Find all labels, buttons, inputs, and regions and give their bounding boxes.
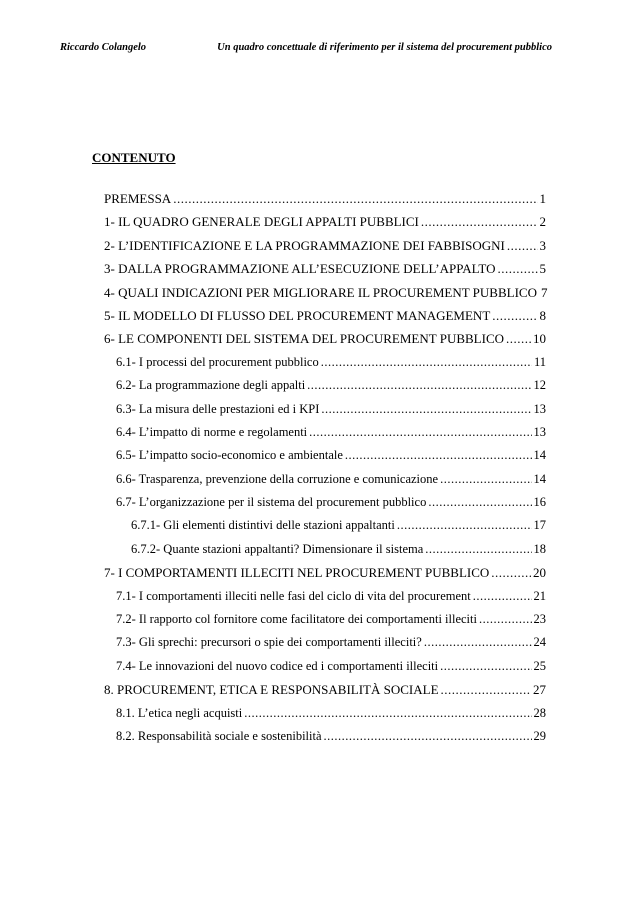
toc-entry-title: 7- I COMPORTAMENTI ILLECITI NEL PROCUREMENT PUBBLICO	[104, 565, 490, 581]
toc-entry-page-number: 28	[533, 705, 546, 720]
toc-entry-page-number: 5	[539, 261, 546, 277]
toc-entry[interactable]	[0, 378, 638, 401]
toc-entry-title: 7.4- Le innovazioni del nuovo codice ed i comportamenti illeciti	[116, 658, 439, 673]
toc-entry-page-number: 8	[539, 307, 546, 323]
toc-entry-title: 6- LE COMPONENTI DEL SISTEMA DEL PROCUREMENT PUBBLICO	[104, 331, 505, 347]
dot-leader	[345, 448, 532, 463]
toc-entry-title: 8. PROCUREMENT, ETICA E RESPONSABILITÀ SOCIALE	[104, 682, 439, 698]
toc-entry-title: 6.7.2- Quante stazioni appaltanti? Dimensionare il sistema	[131, 541, 424, 556]
toc-entry-page-number: 14	[533, 448, 546, 463]
toc-entry-page-number: 25	[533, 658, 546, 673]
toc-entry-page-number: 14	[533, 471, 546, 486]
toc-entry[interactable]	[0, 659, 638, 682]
dot-leader	[473, 589, 532, 604]
table-of-contents	[0, 191, 638, 752]
toc-entry-title: 7.3- Gli sprechi: precursori o spie dei comportamenti illeciti?	[116, 635, 422, 650]
toc-entry-page-number: 24	[533, 635, 546, 650]
toc-entry-title: 8.1. L’etica negli acquisti	[116, 705, 243, 720]
toc-entry-title: 3- DALLA PROGRAMMAZIONE ALL’ESECUZIONE DELL’APPALTO	[104, 261, 496, 277]
dot-leader	[324, 729, 532, 744]
dot-leader	[321, 402, 531, 417]
toc-entry-title: 6.1- I processi del procurement pubblico	[116, 354, 319, 369]
toc-entry-page-number: 18	[533, 541, 546, 556]
toc-entry-title: 2- L’IDENTIFICAZIONE E LA PROGRAMMAZIONE DEI FABBISOGNI	[104, 237, 505, 253]
toc-entry[interactable]	[0, 191, 638, 214]
toc-entry-title: 5- IL MODELLO DI FLUSSO DEL PROCUREMENT MANAGEMENT	[104, 307, 491, 323]
toc-entry[interactable]	[0, 612, 638, 635]
toc-entry-page-number: 1	[539, 191, 546, 206]
toc-entry[interactable]	[0, 682, 638, 705]
toc-entry[interactable]	[0, 261, 638, 284]
dot-leader	[309, 425, 531, 440]
toc-entry-title: 4- QUALI INDICAZIONI PER MIGLIORARE IL PROCUREMENT PUBBLICO	[104, 284, 537, 300]
toc-entry-page-number: 17	[533, 518, 546, 533]
toc-entry[interactable]	[0, 706, 638, 729]
toc-entry-page-number: 23	[533, 612, 546, 627]
dot-leader	[440, 472, 531, 487]
toc-entry[interactable]	[0, 448, 638, 471]
toc-heading: CONTENUTO	[92, 150, 176, 165]
toc-entry-title: 6.2- La programmazione degli appalti	[116, 378, 306, 393]
toc-entry-page-number: 12	[533, 378, 546, 393]
dot-leader	[497, 261, 537, 277]
toc-entry[interactable]	[0, 402, 638, 425]
toc-entry[interactable]	[0, 495, 638, 518]
toc-entry-title: 6.5- L’impatto socio-economico e ambientale	[116, 448, 343, 463]
dot-leader	[506, 331, 531, 347]
toc-entry[interactable]	[0, 425, 638, 448]
dot-leader	[425, 542, 531, 557]
dot-leader	[492, 308, 537, 324]
dot-leader	[397, 518, 532, 533]
header-author: Riccardo Colangelo	[60, 42, 147, 53]
toc-entry-page-number: 29	[533, 728, 546, 743]
dot-leader	[421, 214, 538, 230]
toc-entry[interactable]	[0, 355, 638, 378]
toc-entry[interactable]	[0, 285, 638, 308]
dot-leader	[321, 355, 532, 370]
toc-entry-page-number: 13	[533, 424, 546, 439]
toc-entry-page-number: 7	[540, 284, 548, 300]
toc-entry[interactable]	[0, 589, 638, 612]
dot-leader	[307, 378, 531, 393]
toc-entry-page-number: 16	[533, 495, 546, 510]
toc-entry-title: PREMESSA	[104, 191, 172, 206]
toc-entry[interactable]	[0, 308, 638, 331]
dot-leader	[479, 612, 532, 627]
toc-entry[interactable]	[0, 635, 638, 658]
toc-entry[interactable]	[0, 542, 638, 565]
toc-entry[interactable]	[0, 729, 638, 752]
dot-leader	[428, 495, 531, 510]
dot-leader	[440, 659, 531, 674]
dot-leader	[244, 706, 531, 721]
dot-leader	[441, 682, 531, 698]
toc-entry-page-number: 21	[533, 588, 546, 603]
toc-entry-page-number: 10	[533, 331, 546, 347]
toc-entry-title: 6.7- L’organizzazione per il sistema del procurement pubblico	[116, 495, 427, 510]
dot-leader	[173, 191, 537, 207]
toc-entry-page-number: 27	[533, 682, 546, 698]
dot-leader	[507, 238, 538, 254]
toc-entry-title: 6.3- La misura delle prestazioni ed i KPI	[116, 401, 320, 416]
toc-entry-page-number: 2	[539, 214, 546, 230]
toc-entry-title: 7.2- Il rapporto col fornitore come facilitatore dei comportamenti illeciti	[116, 612, 477, 627]
dot-leader	[491, 565, 531, 581]
toc-entry-title: 8.2. Responsabilità sociale e sostenibilità	[116, 728, 322, 743]
dot-leader	[424, 635, 532, 650]
toc-entry-page-number: 20	[533, 565, 546, 581]
toc-entry[interactable]	[0, 472, 638, 495]
toc-entry-page-number: 11	[533, 354, 546, 369]
header-title: Un quadro concettuale di riferimento per il sistema del procurement pubblico	[217, 42, 552, 53]
toc-entry[interactable]	[0, 331, 638, 354]
running-header	[60, 42, 552, 53]
toc-entry-page-number: 3	[539, 237, 546, 253]
toc-entry-title: 1- IL QUADRO GENERALE DEGLI APPALTI PUBBLICI	[104, 214, 419, 230]
toc-entry[interactable]	[0, 565, 638, 588]
toc-entry[interactable]	[0, 214, 638, 237]
toc-entry-title: 6.4- L’impatto di norme e regolamenti	[116, 424, 308, 439]
toc-entry-page-number: 13	[533, 401, 546, 416]
toc-entry-title: 6.7.1- Gli elementi distintivi delle stazioni appaltanti	[131, 518, 395, 533]
toc-entry[interactable]	[0, 238, 638, 261]
toc-entry-title: 7.1- I comportamenti illeciti nelle fasi del ciclo di vita del procurement	[116, 588, 471, 603]
toc-entry-title: 6.6- Trasparenza, prevenzione della corruzione e comunicazione	[116, 471, 439, 486]
toc-entry[interactable]	[0, 518, 638, 541]
